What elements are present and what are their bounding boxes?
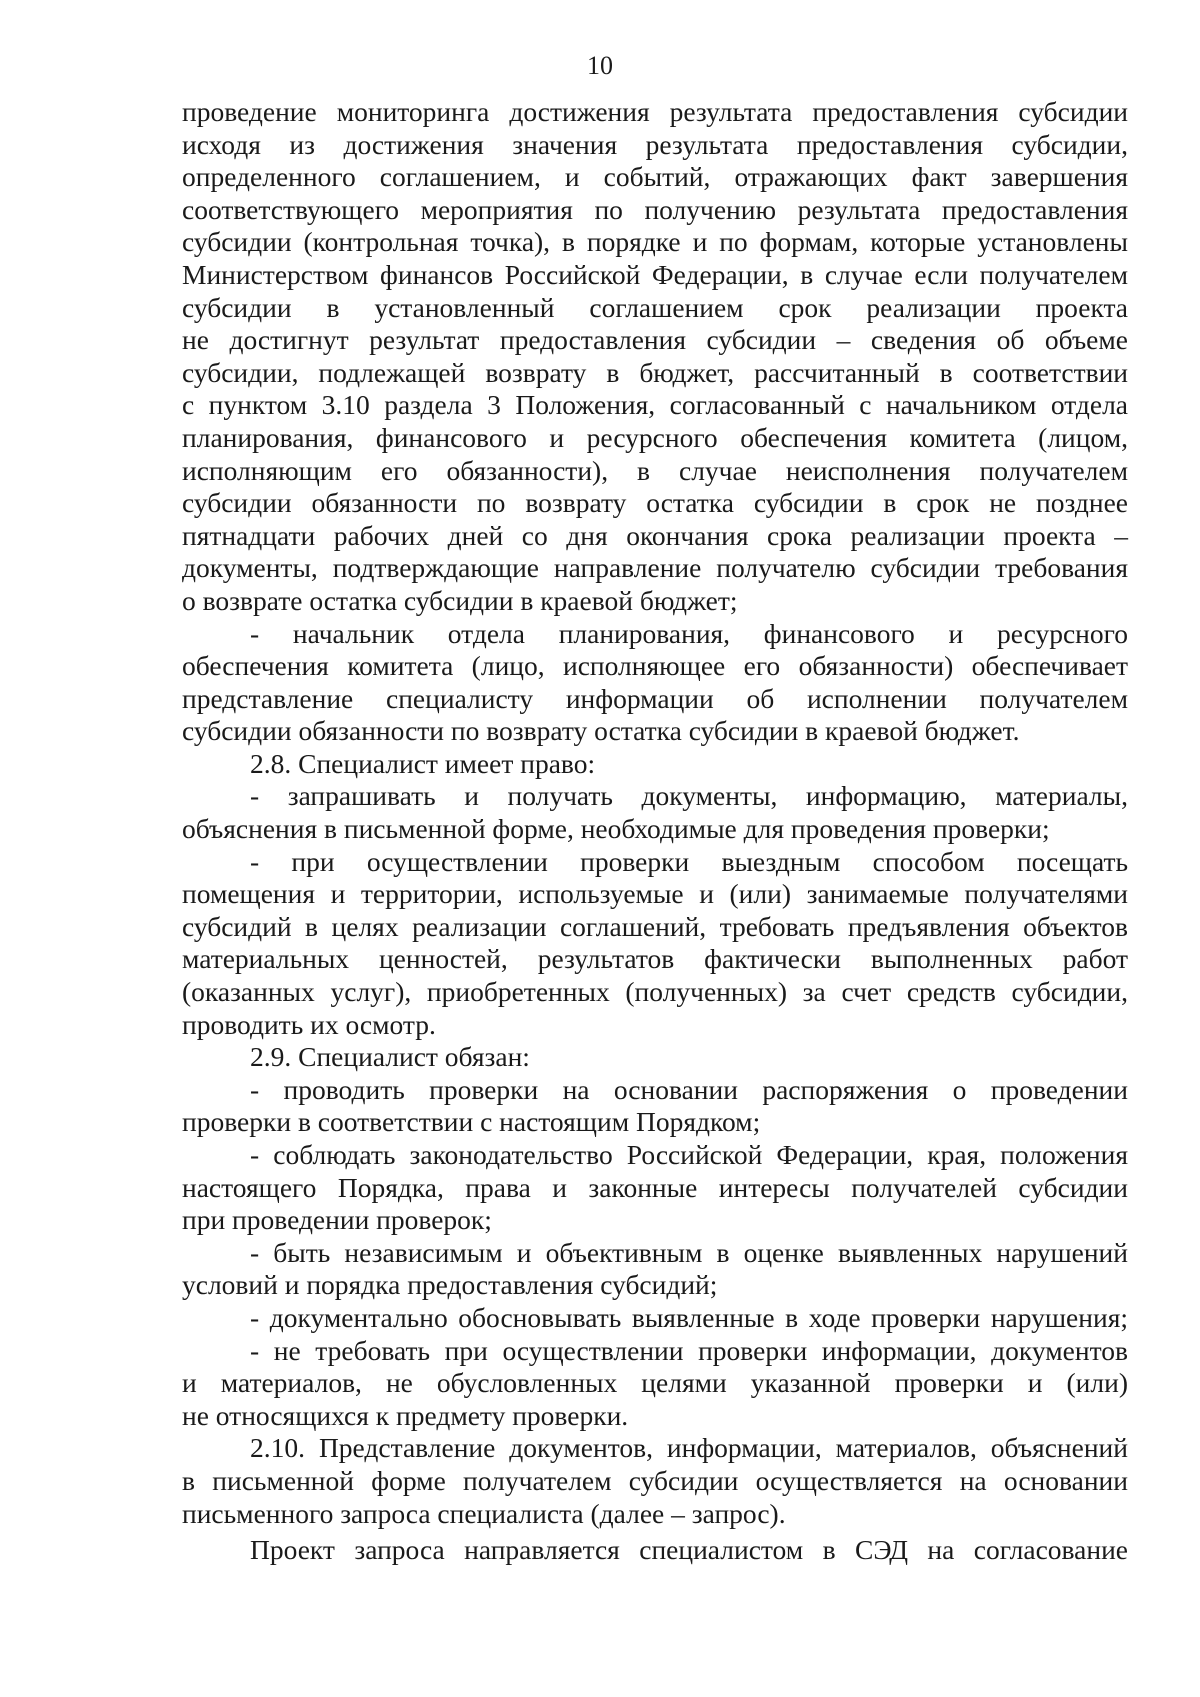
text-line: (оказанных услуг), приобретенных (полученных) за счет средств субсидии,: [182, 976, 1128, 1008]
text-line: планирования, финансового и ресурсного обеспечения комитета (лицом,: [182, 421, 1128, 453]
text-line: настоящего Порядка, права и законные интересы получателей субсидии: [182, 1171, 1128, 1203]
text-line: - быть независимым и объективным в оценке выявленных нарушений: [250, 1236, 1128, 1268]
text-line: соответствующего мероприятия по получению результата предоставления: [182, 193, 1128, 225]
text-line: 2.8. Специалист имеет право:: [250, 747, 596, 779]
text-line: проведение мониторинга достижения результата предоставления субсидии: [182, 96, 1128, 127]
text-line: письменного запроса специалиста (далее – запрос).: [182, 1497, 786, 1529]
text-line: - документально обосновывать выявленные в ходе проверки нарушения;: [250, 1301, 1128, 1333]
text-line: Проект запроса направляется специалистом в СЭД на согласование: [250, 1534, 1128, 1566]
text-line: материальных ценностей, результатов фактически выполненных работ: [182, 943, 1128, 975]
text-line: - соблюдать законодательство Российской Федерации, края, положения: [250, 1139, 1128, 1170]
text-line: с пунктом 3.10 раздела 3 Положения, согласованный с начальником отдела: [182, 389, 1128, 421]
page-number: 10: [587, 51, 613, 80]
text-line: исходя из достижения значения результата предоставления субсидии,: [182, 128, 1128, 160]
text-line: не достигнут результат предоставления субсидии – сведения об объеме: [182, 324, 1128, 356]
text-line: субсидии обязанности по возврату остатка субсидии в краевой бюджет.: [182, 715, 1020, 747]
text-line: - запрашивать и получать документы, информацию, материалы,: [250, 780, 1128, 812]
document-body: [182, 96, 1128, 1567]
text-line: проводить их осмотр.: [182, 1008, 436, 1040]
text-line: о возврате остатка субсидии в краевой бюджет;: [182, 584, 738, 616]
text-line: обеспечения комитета (лицо, исполняющее его обязанности) обеспечивает: [182, 650, 1128, 682]
text-line: - при осуществлении проверки выездным способом посещать: [250, 845, 1128, 877]
text-line: помещения и территории, используемые и (или) занимаемые получателями: [182, 878, 1128, 910]
text-line: условий и порядка предоставления субсидий;: [182, 1269, 718, 1301]
text-line: субсидии (контрольная точка), в порядке и по формам, которые установлены: [182, 226, 1128, 258]
text-line: в письменной форме получателем субсидии осуществляется на основании: [182, 1464, 1128, 1496]
text-line: субсидии обязанности по возврату остатка субсидии в срок не позднее: [182, 487, 1128, 519]
text-line: при проведении проверок;: [182, 1204, 492, 1236]
text-line: - не требовать при осуществлении проверки информации, документов: [250, 1334, 1128, 1366]
text-line: субсидии в установленный соглашением срок реализации проекта: [182, 291, 1128, 323]
text-line: исполняющим его обязанности), в случае неисполнения получателем: [182, 454, 1128, 486]
text-line: - проводить проверки на основании распоряжения о проведении: [250, 1073, 1128, 1105]
text-line: - начальник отдела планирования, финансового и ресурсного: [250, 617, 1128, 649]
text-line: Министерством финансов Российской Федерации, в случае если получателем: [182, 258, 1128, 290]
text-line: 2.10. Представление документов, информации, материалов, объяснений: [250, 1432, 1128, 1464]
text-line: объяснения в письменной форме, необходимые для проведения проверки;: [182, 813, 1050, 845]
text-line: определенного соглашением, и событий, отражающих факт завершения: [182, 161, 1128, 193]
text-line: представление специалисту информации об исполнении получателем: [182, 682, 1128, 714]
text-line: не относящихся к предмету проверки.: [182, 1399, 629, 1431]
text-line: субсидии, подлежащей возврату в бюджет, рассчитанный в соответствии: [182, 356, 1128, 388]
text-line: пятнадцати рабочих дней со дня окончания срока реализации проекта –: [182, 519, 1128, 551]
text-line: субсидий в целях реализации соглашений, требовать предъявления объектов: [182, 910, 1128, 942]
text-line: документы, подтверждающие направление получателю субсидии требования: [182, 552, 1128, 584]
text-line: 2.9. Специалист обязан:: [250, 1041, 530, 1073]
text-line: и материалов, не обусловленных целями указанной проверки и (или): [182, 1367, 1128, 1399]
text-line: проверки в соответствии с настоящим Порядком;: [182, 1106, 761, 1138]
